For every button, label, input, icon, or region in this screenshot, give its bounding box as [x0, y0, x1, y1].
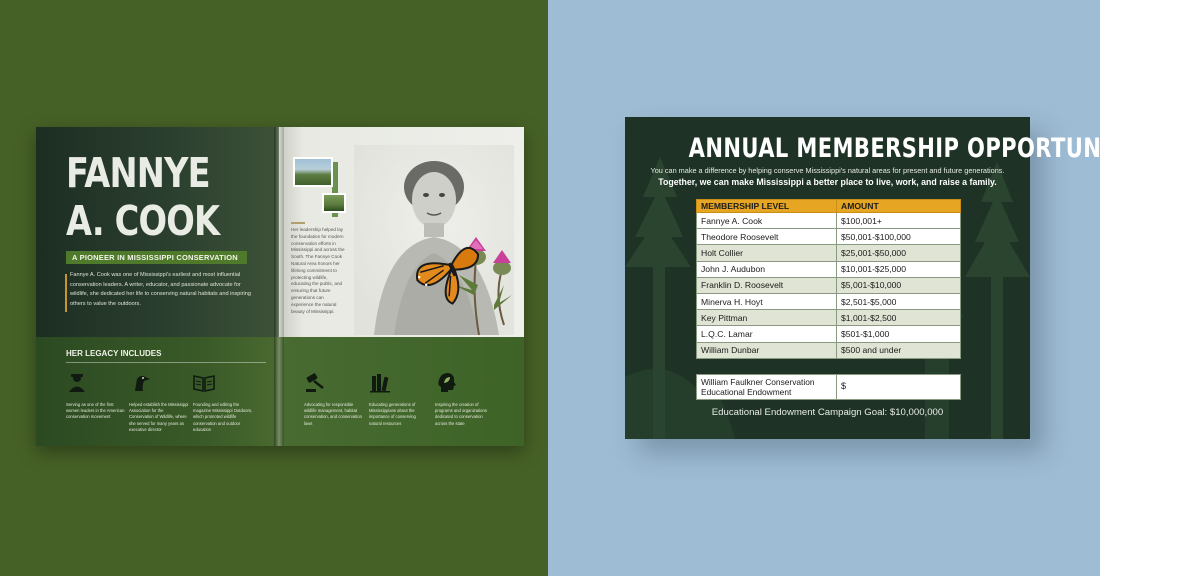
table-row: [697, 245, 961, 261]
bird-head-icon: [129, 371, 151, 393]
legacy-heading: HER LEGACY INCLUDES: [66, 349, 162, 358]
level-amount: $50,001-$100,000: [837, 229, 961, 245]
membership-card: [625, 117, 1140, 439]
brochure-spread: [36, 127, 524, 446]
legacy-item: [369, 371, 429, 427]
legacy-item-text: Educating generations of Mississippians about the importance of conserving natural resources: [369, 402, 416, 426]
table-row: [697, 326, 961, 342]
endowment-row: [696, 374, 961, 400]
table-row: [697, 261, 961, 277]
level-amount: $5,001-$10,000: [837, 277, 961, 293]
sidebar-accent-bar: [291, 222, 305, 224]
table-row: [697, 277, 961, 293]
table-row: [697, 342, 961, 358]
books-icon: [369, 371, 391, 393]
table-header-row: [697, 200, 961, 213]
level-name: Minerva H. Hoyt: [697, 293, 837, 309]
card-title: [625, 133, 1140, 164]
column-header-level: MEMBERSHIP LEVEL: [697, 200, 837, 213]
column-header-amount: AMOUNT: [837, 200, 961, 213]
endowment-label: William Faulkner Conservation Educational Endowment: [697, 375, 837, 399]
level-amount: $10,001-$25,000: [837, 261, 961, 277]
level-amount: $500 and under: [837, 342, 961, 358]
person-icon: [66, 371, 88, 393]
legacy-item: [66, 371, 126, 421]
legacy-item: [435, 371, 495, 427]
level-name: Franklin D. Roosevelt: [697, 277, 837, 293]
brochure-title-line2: A. COOK: [66, 197, 220, 245]
card-subtitle: You can make a difference by helping conserve Mississippi's natural areas for present and future generations.: [650, 166, 1005, 175]
fannye-cook-portrait: [354, 145, 514, 335]
legacy-item: [304, 371, 364, 427]
legacy-item-text: Founding and editing the magazine Mississippi Outdoors, which promoted wildlife conservation and outdoor education: [193, 402, 253, 432]
head-leaf-icon: [435, 371, 457, 393]
endowment-amount: $: [837, 375, 960, 399]
brochure-subtitle-banner: A PIONEER IN MISSISSIPPI CONSERVATION: [66, 251, 247, 264]
brochure-title-line1: FANNYE: [66, 149, 210, 197]
table-row: [697, 229, 961, 245]
card-title-text: ANNUAL MEMBERSHIP OPPORTUNITY: [688, 133, 1140, 164]
habitat-photo: [322, 193, 346, 213]
table-row: [697, 213, 961, 229]
level-amount: $2,501-$5,000: [837, 293, 961, 309]
open-book-icon: [193, 371, 215, 393]
level-name: Fannye A. Cook: [697, 213, 837, 229]
legacy-item-text: Serving as one of the first women leaders in the American conservation movement: [66, 402, 125, 420]
legacy-divider: [66, 362, 266, 363]
intro-accent-bar: [65, 274, 67, 312]
membership-levels-table: [696, 199, 961, 359]
legacy-item: [129, 371, 189, 433]
landscape-photo: [293, 157, 333, 187]
legacy-item-text: Inspiring the creation of programs and organizations dedicated to conservation across the state: [435, 402, 487, 426]
legacy-item-text: Advocating for responsible wildlife management, habitat conservation, and conservation laws: [304, 402, 362, 426]
level-name: Holt Collier: [697, 245, 837, 261]
level-name: L.Q.C. Lamar: [697, 326, 837, 342]
level-amount: $1,001-$2,500: [837, 310, 961, 326]
level-amount: $501-$1,000: [837, 326, 961, 342]
legacy-item: [193, 371, 253, 433]
legacy-item-text: Helped establish the Mississippi Association for the Conservation of Wildlife, where she served for many years as executive director: [129, 402, 189, 432]
brochure-sidebar-text: Her leadership helped lay the foundation for modern conservation efforts in Mississippi and across the South. The Fannye Cook Natural Area honors her lifelong commitment to protecting wildlife, educating the public, and ensuring that future generations can experience the natural beauty of Mississippi.: [291, 227, 345, 314]
brochure-spine: [274, 127, 284, 446]
level-name: William Dunbar: [697, 342, 837, 358]
gavel-icon: [304, 371, 326, 393]
level-name: Key Pittman: [697, 310, 837, 326]
level-amount: $100,001+: [837, 213, 961, 229]
table-row: [697, 310, 961, 326]
card-tagline: Together, we can make Mississippi a better place to live, work, and raise a family.: [658, 177, 997, 187]
level-amount: $25,001-$50,000: [837, 245, 961, 261]
level-name: Theodore Roosevelt: [697, 229, 837, 245]
brochure-intro-text: Fannye A. Cook was one of Mississippi's earliest and most influential conservation leaders. A writer, educator, and passionate advocate for wildlife, she dedicated her life to conserving natural habitats and inspiring others to value the outdoors.: [70, 272, 251, 307]
campaign-goal: Educational Endowment Campaign Goal: $10,000,000: [711, 407, 944, 418]
level-name: John J. Audubon: [697, 261, 837, 277]
table-row: [697, 293, 961, 309]
